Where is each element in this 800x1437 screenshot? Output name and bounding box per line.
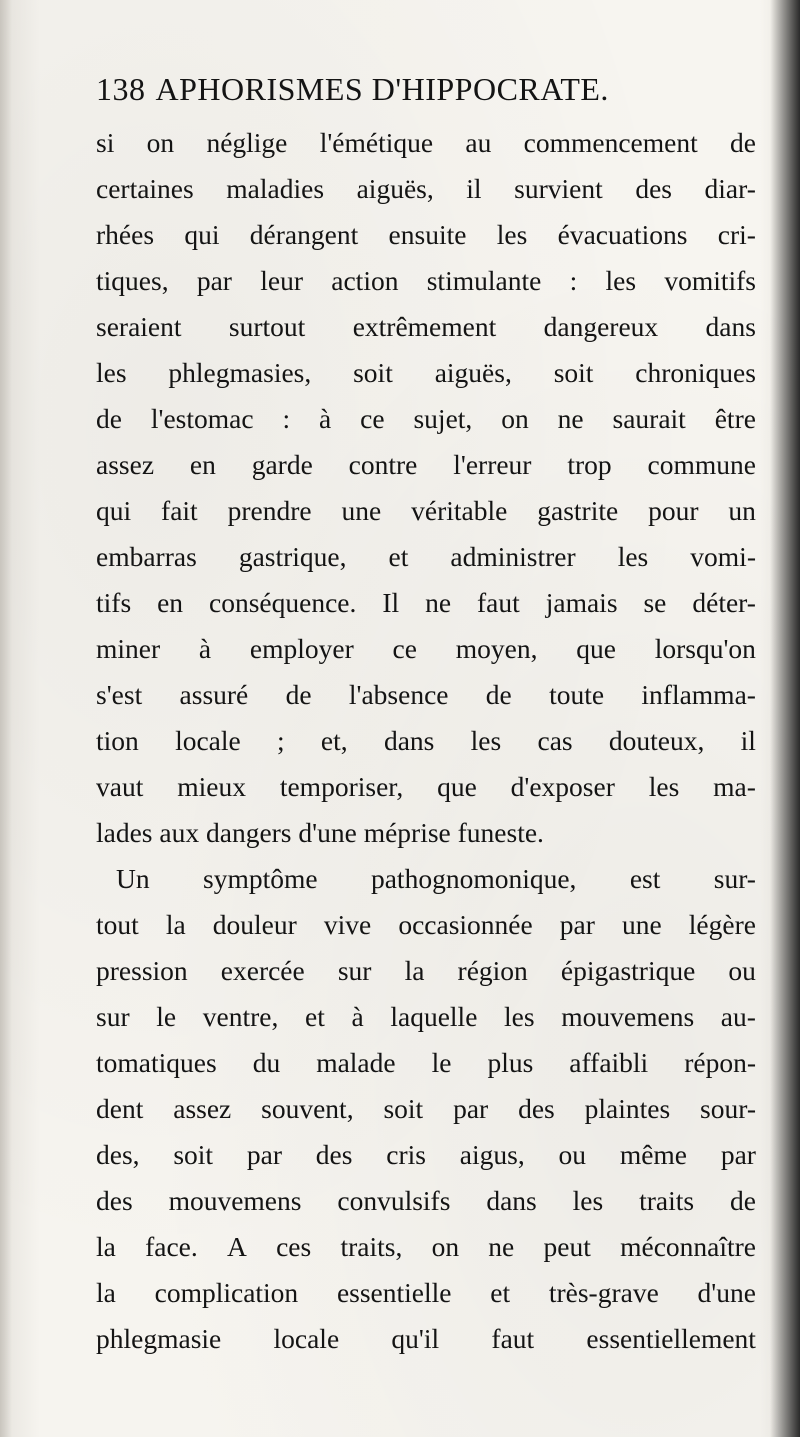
- text-line: des, soit par des cris aigus, ou même par: [96, 1139, 756, 1170]
- page-gutter-shadow: [0, 0, 12, 1437]
- text-line: tion locale ; et, dans les cas douteux, il: [96, 725, 756, 756]
- text-line: qui fait prendre une véritable gastrite pour un: [96, 495, 756, 526]
- running-header: [96, 64, 706, 114]
- text-line: miner à employer ce moyen, que lorsqu'on: [96, 633, 756, 664]
- text-line: tiques, par leur action stimulante : les vomitifs: [96, 265, 756, 296]
- text-line: rhées qui dérangent ensuite les évacuations cri-: [96, 219, 756, 250]
- text-line: s'est assuré de l'absence de toute inflamma-: [96, 679, 756, 710]
- page-number: 138: [96, 71, 146, 107]
- text-line: tout la douleur vive occasionnée par une légère: [96, 909, 756, 940]
- running-title: APHORISMES D'HIPPOCRATE.: [155, 71, 609, 107]
- text-line: Un symptôme pathognomonique, est sur-: [116, 863, 756, 894]
- text-line: lades aux dangers d'une méprise funeste.: [96, 817, 544, 848]
- text-line: les phlegmasies, soit aiguës, soit chroniques: [96, 357, 756, 388]
- body-text: [96, 120, 756, 1362]
- text-line: assez en garde contre l'erreur trop commune: [96, 449, 756, 480]
- text-line: tomatiques du malade le plus affaibli répon-: [96, 1047, 756, 1078]
- text-line: dent assez souvent, soit par des plaintes sour-: [96, 1093, 756, 1124]
- text-line: vaut mieux temporiser, que d'exposer les ma-: [96, 771, 756, 802]
- text-line: des mouvemens convulsifs dans les traits de: [96, 1185, 756, 1216]
- text-line: pression exercée sur la région épigastrique ou: [96, 955, 756, 986]
- text-line: certaines maladies aiguës, il survient des diar-: [96, 173, 756, 204]
- text-line: seraient surtout extrêmement dangereux dans: [96, 311, 756, 342]
- text-line: si on néglige l'émétique au commencement de: [96, 127, 756, 158]
- text-line: phlegmasie locale qu'il faut essentiellement: [96, 1323, 756, 1354]
- text-line: la complication essentielle et très-grave d'une: [96, 1277, 756, 1308]
- text-line: la face. A ces traits, on ne peut méconnaître: [96, 1231, 756, 1262]
- text-line: tifs en conséquence. Il ne faut jamais se déter-: [96, 587, 756, 618]
- page-edge-shadow: [770, 0, 800, 1437]
- text-line: de l'estomac : à ce sujet, on ne saurait être: [96, 403, 756, 434]
- text-line: sur le ventre, et à laquelle les mouvemens au-: [96, 1001, 756, 1032]
- text-line: embarras gastrique, et administrer les vomi-: [96, 541, 756, 572]
